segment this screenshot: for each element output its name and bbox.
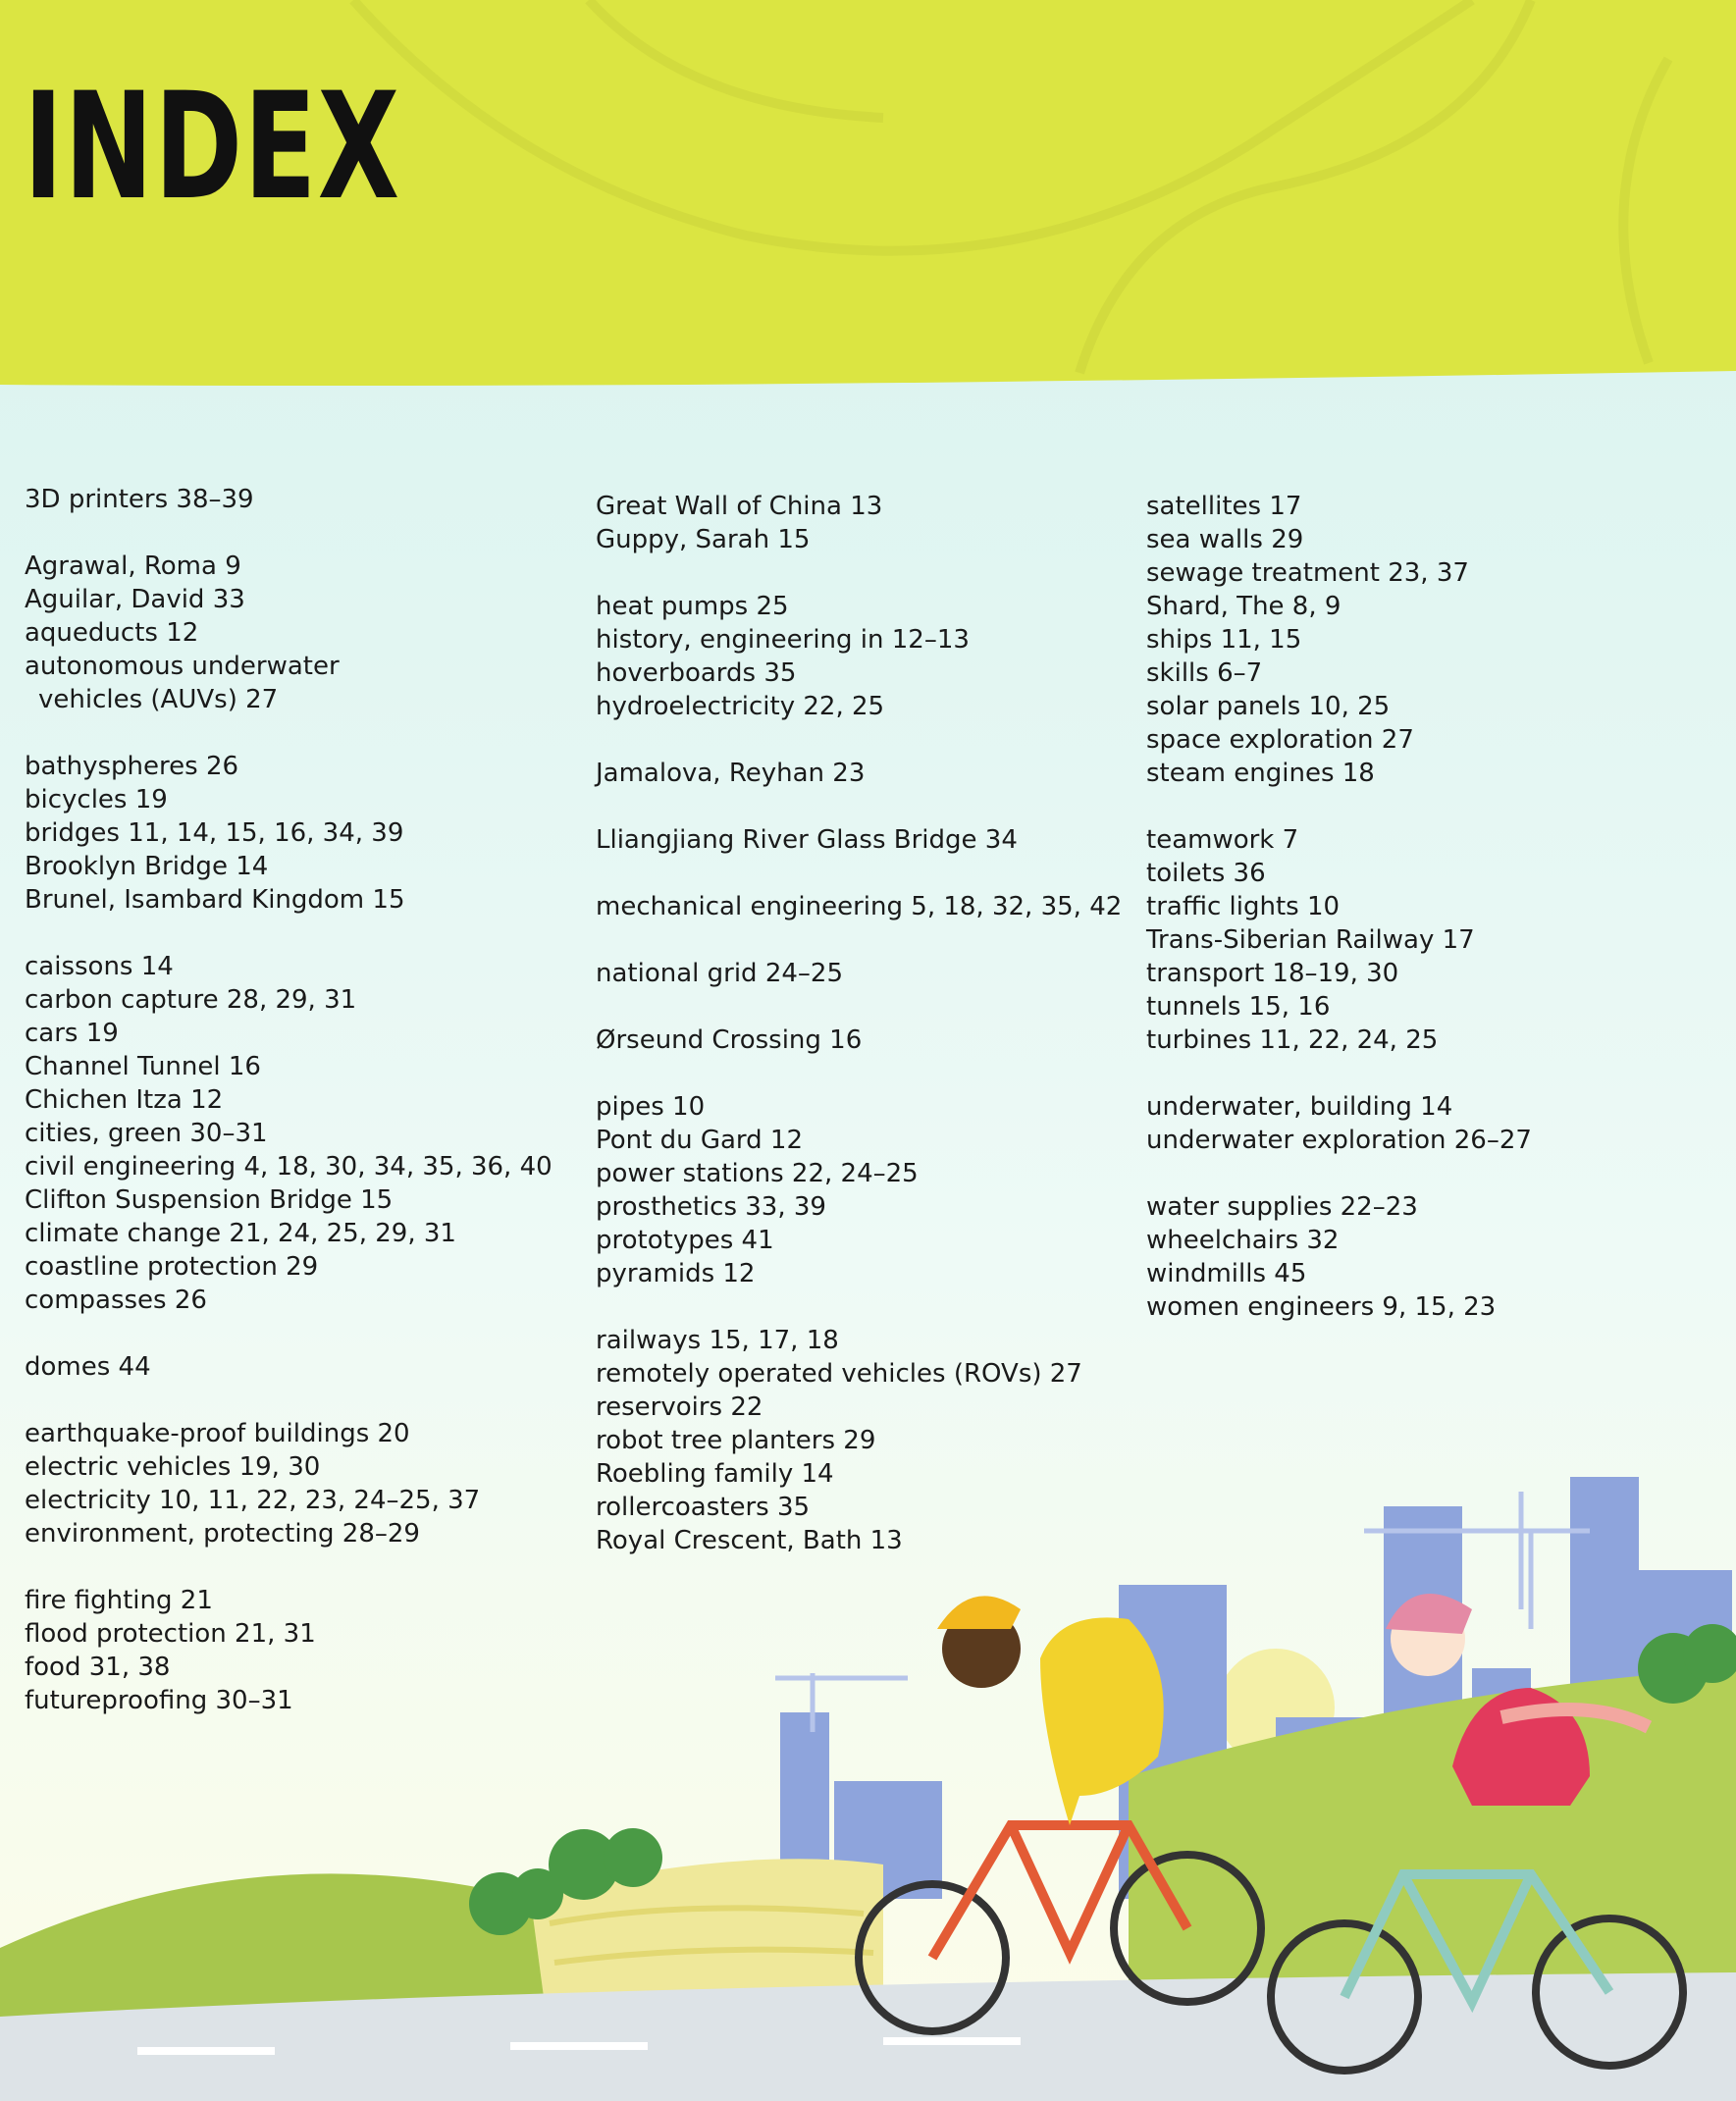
index-entry: traffic lights 10 bbox=[1146, 892, 1341, 921]
index-entry: bathyspheres 26 bbox=[25, 752, 239, 781]
index-entry: Chichen Itza 12 bbox=[25, 1085, 224, 1115]
index-entry: Brooklyn Bridge 14 bbox=[25, 852, 269, 881]
index-entry: fire fighting 21 bbox=[25, 1586, 213, 1615]
index-entry: robot tree planters 29 bbox=[596, 1426, 876, 1455]
index-entry: women engineers 9, 15, 23 bbox=[1146, 1292, 1497, 1322]
index-entry: pyramids 12 bbox=[596, 1259, 756, 1288]
index-entry: hydroelectricity 22, 25 bbox=[596, 692, 885, 721]
index-entry: heat pumps 25 bbox=[596, 592, 789, 621]
index-entry: railways 15, 17, 18 bbox=[596, 1326, 839, 1355]
index-entry: wheelchairs 32 bbox=[1146, 1226, 1340, 1255]
index-entry: satellites 17 bbox=[1146, 492, 1302, 521]
index-group bbox=[1146, 823, 1696, 1057]
index-group bbox=[1146, 1090, 1696, 1157]
index-entry: domes 44 bbox=[25, 1352, 151, 1382]
index-entry: 3D printers 38–39 bbox=[25, 485, 254, 514]
index-entry: earthquake-proof buildings 20 bbox=[25, 1419, 410, 1448]
index-entry: futureproofing 30–31 bbox=[25, 1686, 293, 1715]
index-group bbox=[25, 1417, 574, 1550]
index-entry: electric vehicles 19, 30 bbox=[25, 1452, 321, 1482]
index-group bbox=[25, 750, 574, 917]
index-entry: cities, green 30–31 bbox=[25, 1119, 268, 1148]
index-entry: Roebling family 14 bbox=[596, 1459, 834, 1489]
index-entry: Royal Crescent, Bath 13 bbox=[596, 1526, 903, 1555]
index-group bbox=[596, 890, 1145, 923]
index-entry: history, engineering in 12–13 bbox=[596, 625, 970, 655]
index-column-3 bbox=[1146, 490, 1696, 1357]
index-entry: ships 11, 15 bbox=[1146, 625, 1302, 655]
index-entry: carbon capture 28, 29, 31 bbox=[25, 985, 357, 1015]
index-group bbox=[596, 757, 1145, 790]
index-entry: aqueducts 12 bbox=[25, 618, 199, 648]
index-entry: autonomous underwater vehicles (AUVs) 27 bbox=[25, 652, 340, 714]
index-entry: reservoirs 22 bbox=[596, 1392, 763, 1422]
index-entry: civil engineering 4, 18, 30, 34, 35, 36, 40 bbox=[25, 1152, 552, 1182]
page-title: INDEX bbox=[24, 62, 401, 233]
index-entry: tunnels 15, 16 bbox=[1146, 992, 1331, 1022]
index-entry: Ørseund Crossing 16 bbox=[596, 1025, 863, 1055]
index-entry: Lliangjiang River Glass Bridge 34 bbox=[596, 825, 1018, 855]
index-entry: coastline protection 29 bbox=[25, 1252, 319, 1282]
index-entry: teamwork 7 bbox=[1146, 825, 1299, 855]
index-entry: rollercoasters 35 bbox=[596, 1493, 811, 1522]
index-entry: turbines 11, 22, 24, 25 bbox=[1146, 1025, 1439, 1055]
index-entry: mechanical engineering 5, 18, 32, 35, 42 bbox=[596, 892, 1123, 921]
index-entry: Guppy, Sarah 15 bbox=[596, 525, 811, 554]
index-entry: underwater exploration 26–27 bbox=[1146, 1126, 1532, 1155]
index-entry: compasses 26 bbox=[25, 1286, 207, 1315]
index-entry: food 31, 38 bbox=[25, 1653, 171, 1682]
index-entry: underwater, building 14 bbox=[1146, 1092, 1453, 1122]
index-entry: transport 18–19, 30 bbox=[1146, 959, 1399, 988]
index-entry: power stations 22, 24–25 bbox=[596, 1159, 919, 1188]
index-group bbox=[596, 490, 1145, 556]
index-group bbox=[1146, 1190, 1696, 1324]
index-entry: national grid 24–25 bbox=[596, 959, 843, 988]
index-group bbox=[596, 590, 1145, 723]
index-entry: toilets 36 bbox=[1146, 859, 1266, 888]
index-entry: space exploration 27 bbox=[1146, 725, 1414, 755]
index-entry: water supplies 22–23 bbox=[1146, 1192, 1418, 1222]
index-group bbox=[25, 950, 574, 1317]
index-entry: hoverboards 35 bbox=[596, 658, 797, 688]
index-entry: bicycles 19 bbox=[25, 785, 168, 814]
index-column-1 bbox=[25, 483, 574, 1751]
index-group bbox=[596, 1324, 1145, 1557]
index-group bbox=[596, 1024, 1145, 1057]
index-entry: Jamalova, Reyhan 23 bbox=[596, 759, 866, 788]
index-entry: solar panels 10, 25 bbox=[1146, 692, 1391, 721]
index-entry: flood protection 21, 31 bbox=[25, 1619, 316, 1649]
index-entry: electricity 10, 11, 22, 23, 24–25, 37 bbox=[25, 1486, 481, 1515]
index-entry: cars 19 bbox=[25, 1019, 119, 1048]
index-entry: prototypes 41 bbox=[596, 1226, 774, 1255]
index-entry: Pont du Gard 12 bbox=[596, 1126, 804, 1155]
index-entry: Brunel, Isambard Kingdom 15 bbox=[25, 885, 405, 915]
index-entry: Trans-Siberian Railway 17 bbox=[1146, 925, 1475, 955]
index-group bbox=[25, 1350, 574, 1384]
index-group bbox=[25, 1584, 574, 1717]
index-group bbox=[596, 823, 1145, 857]
index-entry: steam engines 18 bbox=[1146, 759, 1375, 788]
index-entry: sea walls 29 bbox=[1146, 525, 1304, 554]
index-group bbox=[25, 483, 574, 516]
index-entry: prosthetics 33, 39 bbox=[596, 1192, 826, 1222]
index-group bbox=[596, 957, 1145, 990]
index-entry: bridges 11, 14, 15, 16, 34, 39 bbox=[25, 818, 404, 848]
index-entry: Agrawal, Roma 9 bbox=[25, 552, 241, 581]
index-entry: sewage treatment 23, 37 bbox=[1146, 558, 1469, 588]
index-group bbox=[25, 550, 574, 716]
index-entry: Aguilar, David 33 bbox=[25, 585, 245, 614]
index-entry: environment, protecting 28–29 bbox=[25, 1519, 420, 1549]
index-column-2 bbox=[596, 490, 1145, 1591]
index-entry: skills 6–7 bbox=[1146, 658, 1263, 688]
index-entry: windmills 45 bbox=[1146, 1259, 1307, 1288]
index-entry: caissons 14 bbox=[25, 952, 174, 981]
index-entry: Shard, The 8, 9 bbox=[1146, 592, 1341, 621]
index-group bbox=[596, 1090, 1145, 1290]
index-entry: Great Wall of China 13 bbox=[596, 492, 883, 521]
index-entry: climate change 21, 24, 25, 29, 31 bbox=[25, 1219, 456, 1248]
index-group bbox=[1146, 490, 1696, 790]
index-entry: remotely operated vehicles (ROVs) 27 bbox=[596, 1359, 1082, 1389]
index-entry: Channel Tunnel 16 bbox=[25, 1052, 261, 1081]
index-entry: Clifton Suspension Bridge 15 bbox=[25, 1185, 394, 1215]
index-entry: pipes 10 bbox=[596, 1092, 706, 1122]
